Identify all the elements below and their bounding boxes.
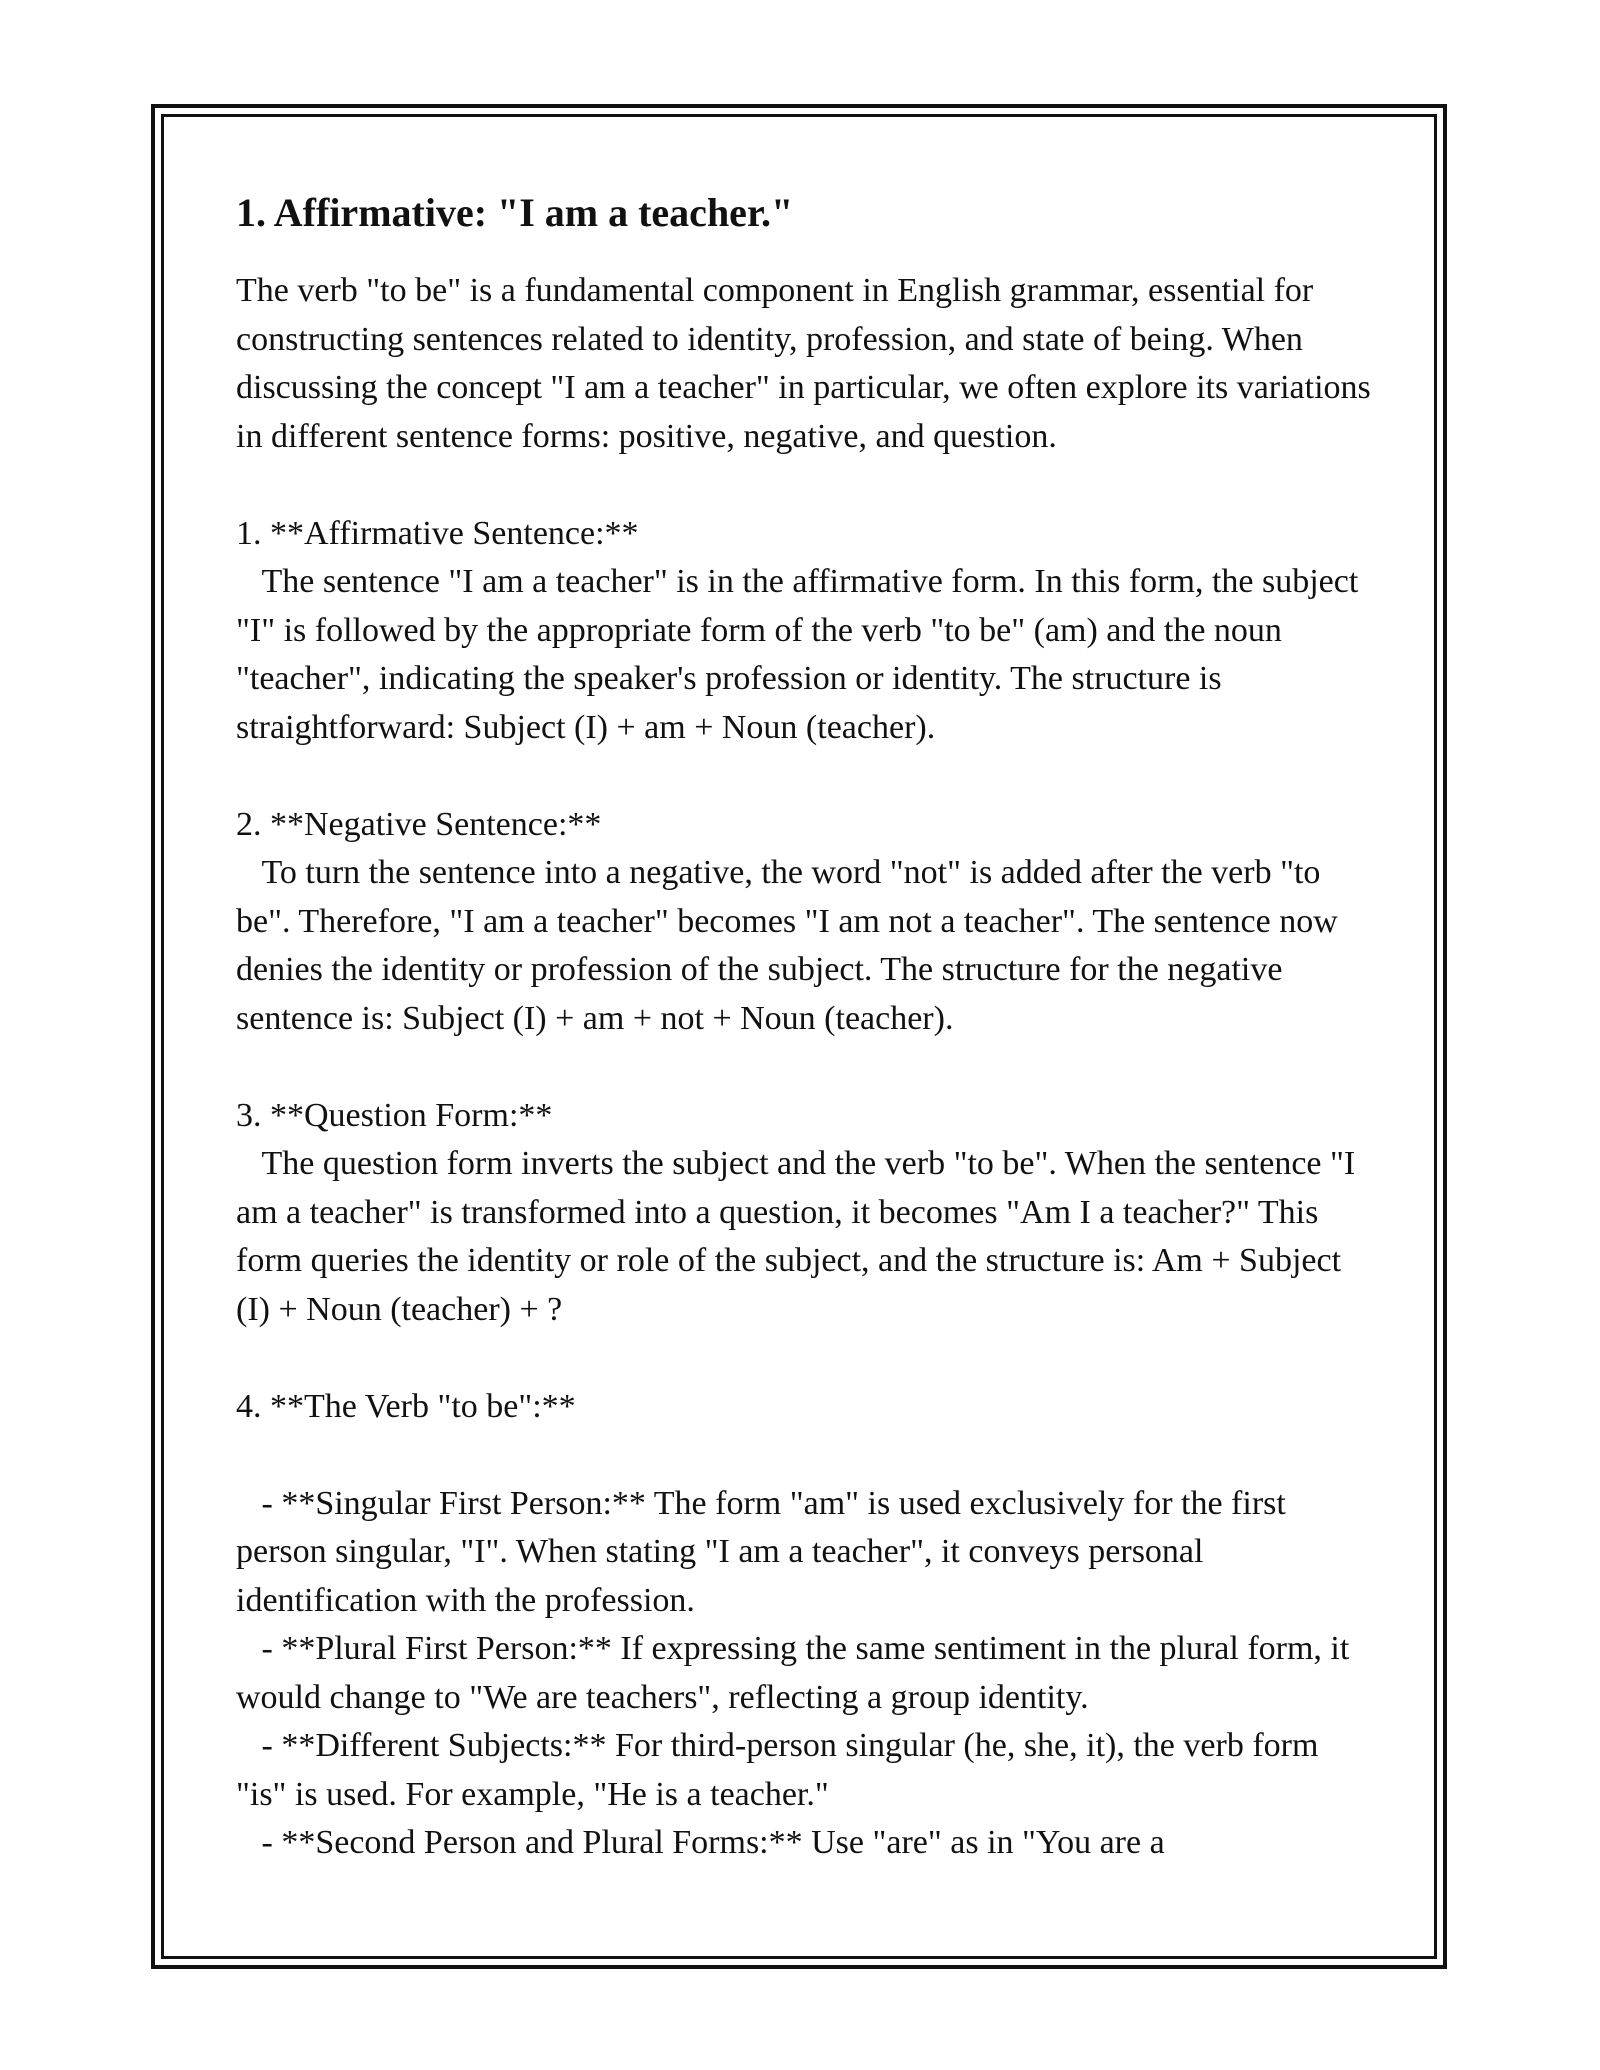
section-1-body: The sentence "I am a teacher" is in the affirmative form. In this form, the subject "I" is followed by the appropriate form of the verb "to be" (am) and the noun "teacher", indicating the speaker's profession or identity. The structure is straightforward: Subject (I) + am + Noun (teacher). (236, 563, 1367, 746)
intro-paragraph: The verb "to be" is a fundamental component in English grammar, essential for constructing sentences related to identity, profession, and state of being. When discussing the concept "I am a teacher" in particular, we often explore its variations in different sentence forms: positive, negative, and question. (236, 272, 1380, 455)
page-heading: 1. Affirmative: "I am a teacher." (236, 190, 794, 235)
spacer (236, 1043, 1376, 1092)
section-1-title: 1. **Affirmative Sentence:** (236, 514, 639, 552)
bullet-second-person-plural: - **Second Person and Plural Forms:** Use "are" as in "You are a (236, 1824, 1165, 1861)
section-2-title: 2. **Negative Sentence:** (236, 805, 602, 843)
bullet-plural-first-person: - **Plural First Person:** If expressing the same sentiment in the plural form, it would change to "We are teachers", reflecting a group identity. (236, 1630, 1358, 1716)
bullet-singular-first-person: - **Singular First Person:** The form "am" is used exclusively for the first person singular, "I". When stating "I am a teacher", it conveys personal identification with the profession. (236, 1484, 1295, 1619)
spacer (236, 752, 1376, 801)
section-2-body: To turn the sentence into a negative, the word "not" is added after the verb "to be". Therefore, "I am a teacher" becomes "I am not a teacher". The sentence now denies the identity or profession of the subject. The structure for the negative sentence is: Subject (I) + am + not + Noun (teacher). (236, 854, 1347, 1037)
section-4-title: 4. **The Verb "to be":** (236, 1387, 576, 1425)
spacer (236, 1431, 1376, 1480)
bullet-different-subjects: - **Different Subjects:** For third-person singular (he, she, it), the verb form "is" is used. For example, "He is a teacher." (236, 1727, 1327, 1813)
section-3-body: The question form inverts the subject and the verb "to be". When the sentence "I am a teacher" is transformed into a question, it becomes "Am I a teacher?" This form queries the identity or role of the subject, and the structure is: Am + Subject (I) + Noun (teacher) + ? (236, 1145, 1364, 1328)
document-body (236, 185, 1380, 1868)
section-3-title: 3. **Question Form:** (236, 1096, 553, 1134)
spacer (236, 461, 1376, 510)
spacer (236, 1334, 1376, 1383)
